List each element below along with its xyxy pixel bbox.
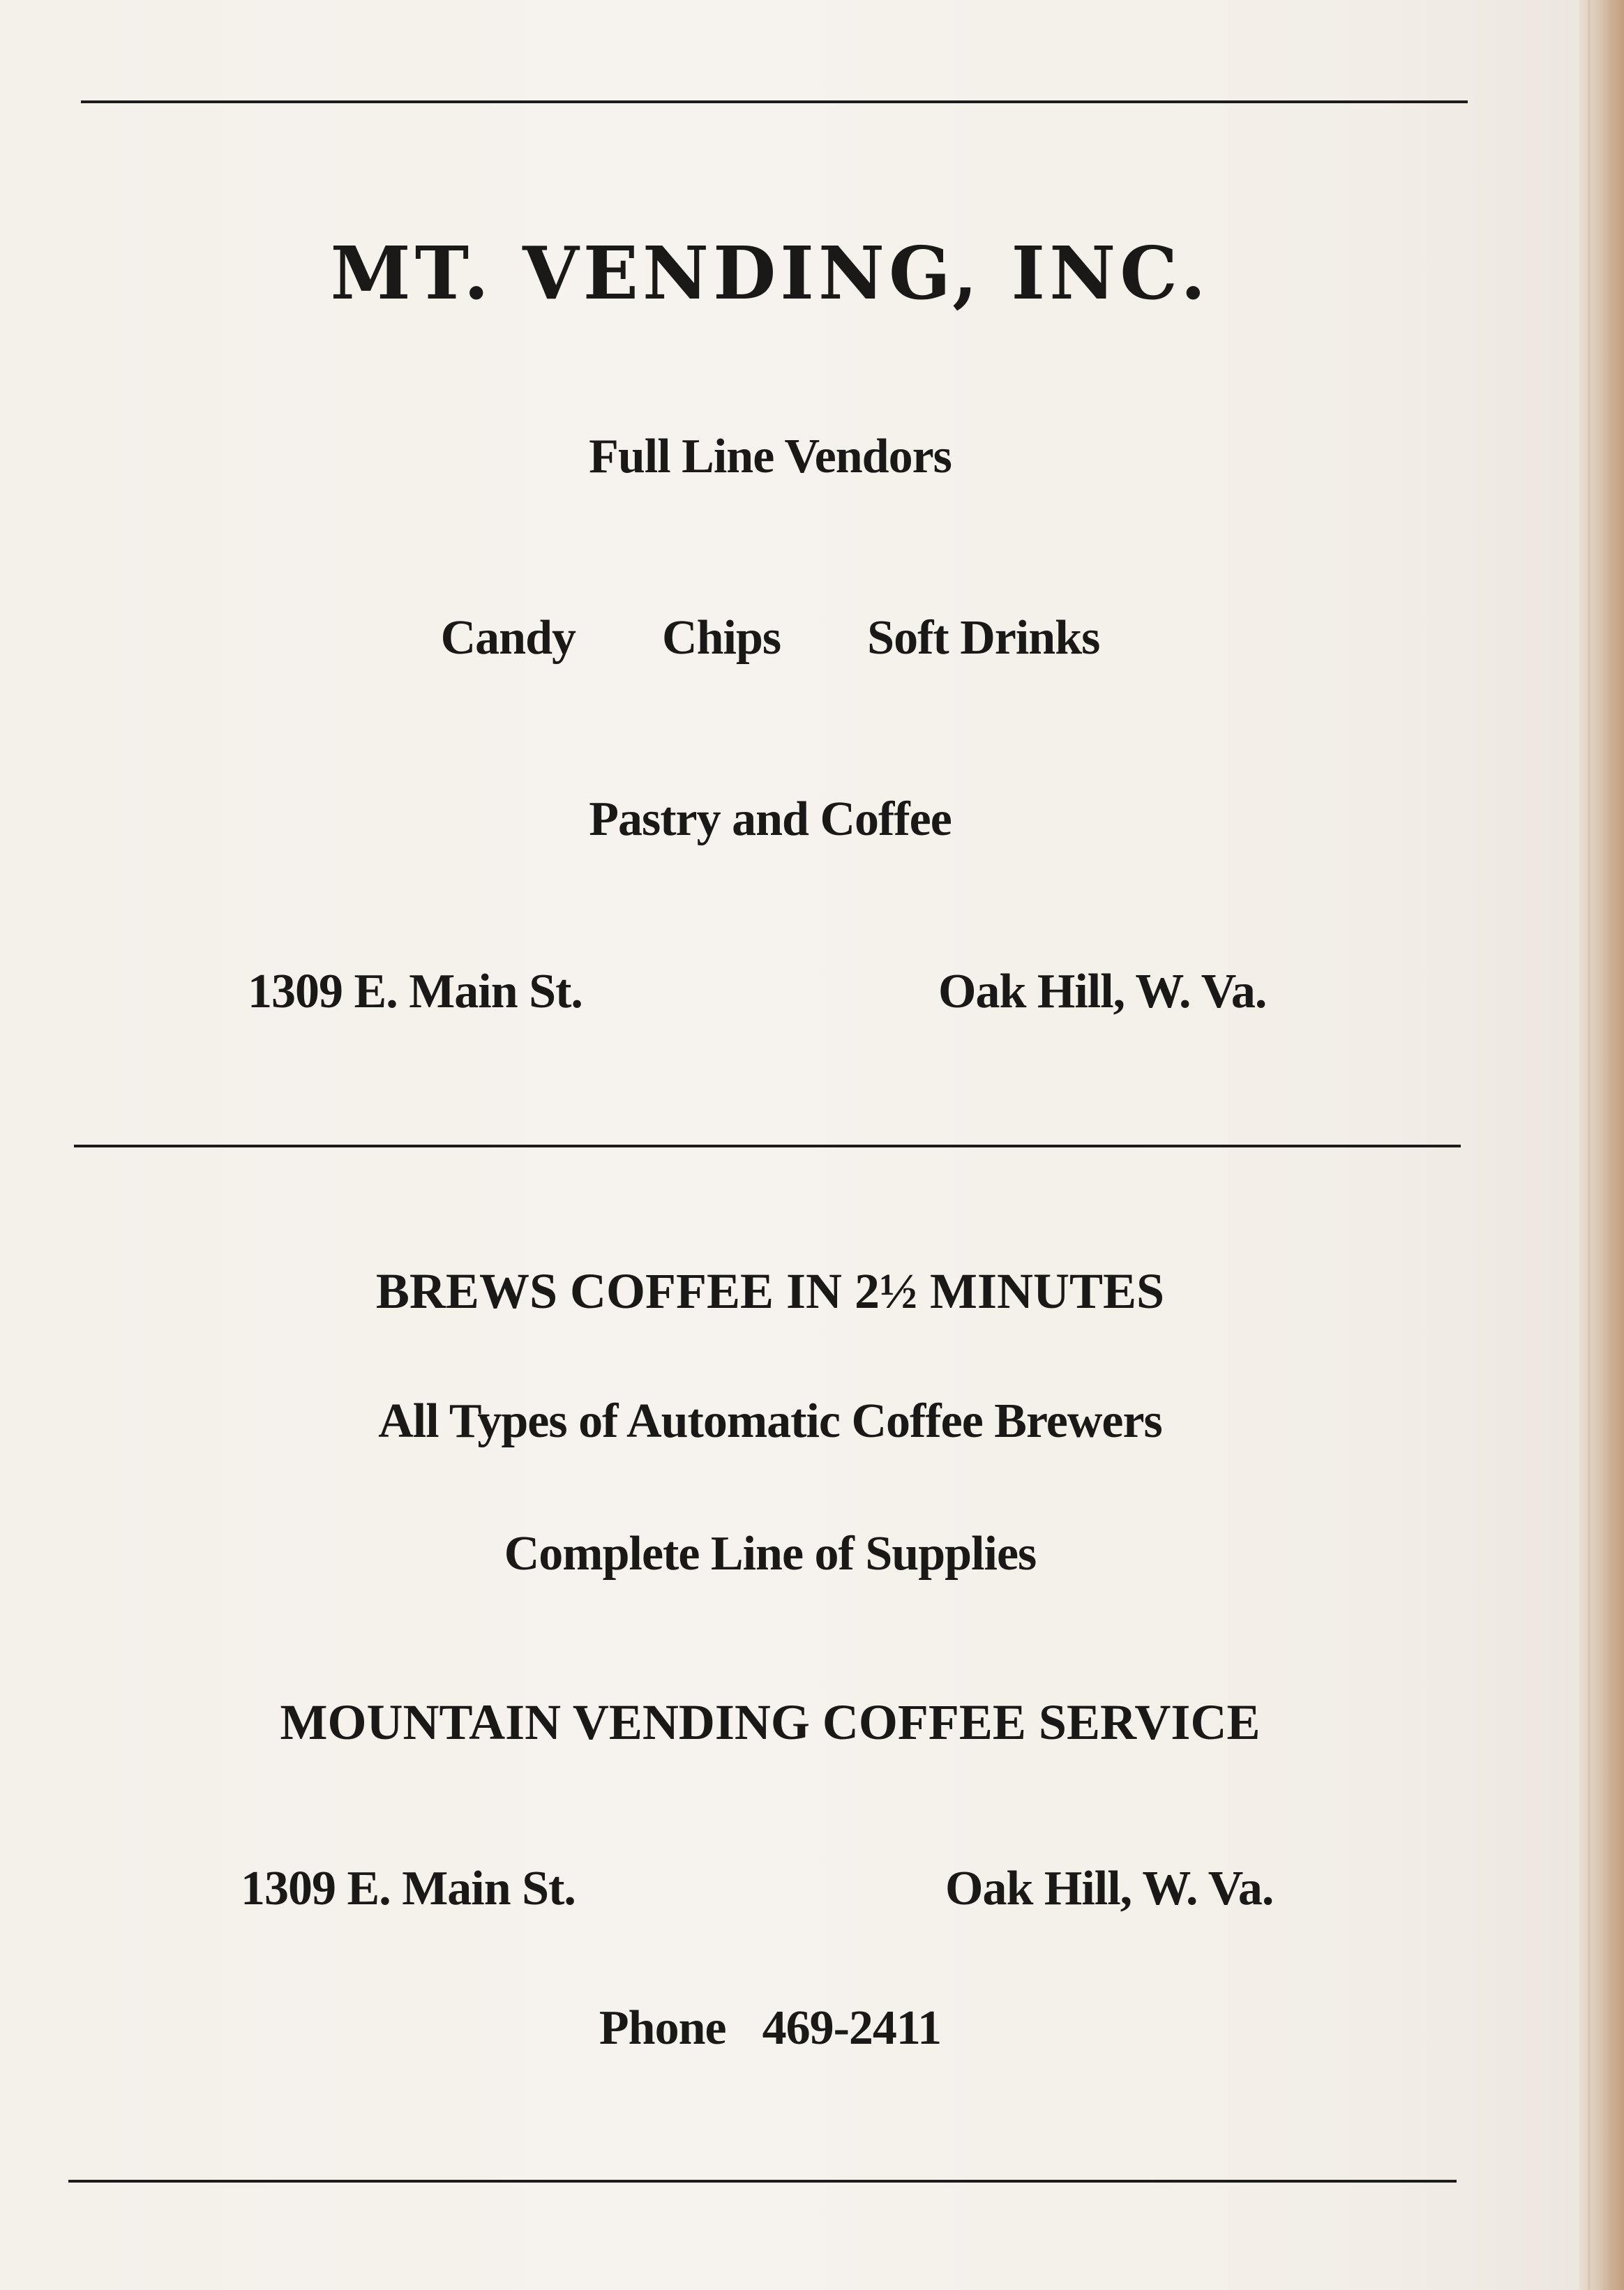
product-list	[0, 610, 1540, 666]
extra-products: Pastry and Coffee	[589, 792, 952, 846]
phone-number: 469-2411	[762, 2001, 942, 2055]
page-edge-line	[1588, 0, 1591, 2290]
product-item: Chips	[662, 611, 781, 665]
product-item: Soft Drinks	[867, 611, 1100, 665]
city-state: Oak Hill, W. Va.	[938, 965, 1267, 1018]
top-rule	[81, 100, 1468, 103]
street-address: 1309 E. Main St.	[241, 1862, 576, 1915]
middle-rule	[74, 1145, 1461, 1147]
phone-label: Phone	[599, 2001, 726, 2055]
ad-tagline: Full Line Vendors	[589, 430, 952, 483]
bottom-rule	[68, 2180, 1457, 2183]
ad-line-supplies: Complete Line of Supplies	[504, 1527, 1037, 1581]
city-state: Oak Hill, W. Va.	[945, 1862, 1274, 1915]
street-address: 1309 E. Main St.	[248, 965, 582, 1018]
ad-title: MT. VENDING, INC.	[330, 230, 1210, 316]
ad-headline: BREWS COFFEE IN 2½ MINUTES	[375, 1263, 1165, 1319]
ad-line-brewers: All Types of Automatic Coffee Brewers	[378, 1394, 1162, 1448]
phone-line	[0, 2001, 1540, 2056]
page-edge	[1579, 0, 1624, 2290]
company-name: MOUNTAIN VENDING COFFEE SERVICE	[280, 1694, 1261, 1750]
product-item: Candy	[440, 611, 576, 665]
